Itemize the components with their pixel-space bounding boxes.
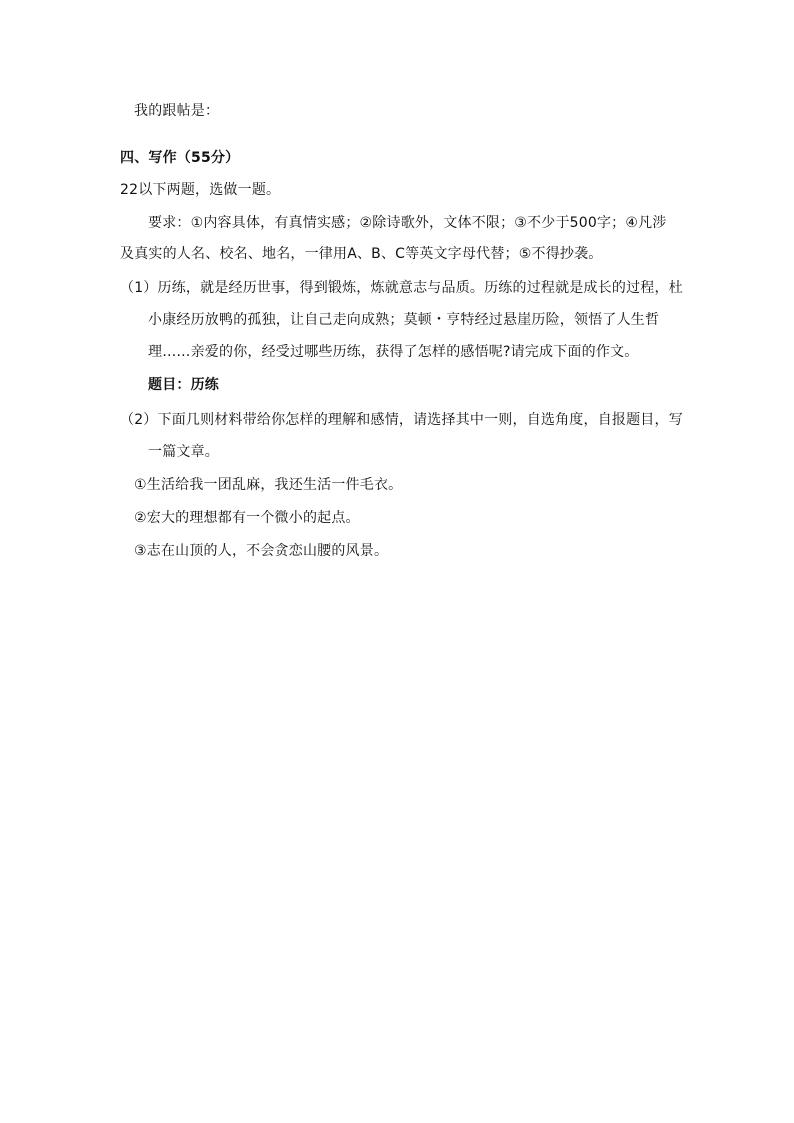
question-22-instruction: 22以下两题，选做一题。 xyxy=(120,182,281,198)
option-1-title: 题目：历练 xyxy=(148,377,219,393)
option-2-line-1: （2）下面几则材料带给你怎样的理解和感情，请选择其中一则，自选角度，自报题目，写 xyxy=(120,412,683,428)
requirements-line-1: 要求：①内容具体，有真情实感；②除诗歌外，文体不限；③不少于500字；④凡涉 xyxy=(148,215,667,231)
option-1-line-2: 小康经历放鸭的孤独，让自己走向成熟；莫顿・亨特经过悬崖历险，领悟了人生哲 xyxy=(148,312,660,328)
option-2-line-2: 一篇文章。 xyxy=(148,444,219,460)
material-2: ②宏大的理想都有一个微小的起点。 xyxy=(134,510,360,526)
option-1-line-3: 理……亲爱的你，经受过哪些历练，获得了怎样的感悟呢?请完成下面的作文。 xyxy=(148,344,639,360)
section-heading-writing: 四、写作（55分） xyxy=(120,150,240,166)
reply-label: 我的跟帖是： xyxy=(134,103,220,119)
option-1-line-1: （1）历练，就是经历世事，得到锻炼，炼就意志与品质。历练的过程就是成长的过程，杜 xyxy=(120,280,683,296)
material-3: ③志在山顶的人，不会贪恋山腰的风景。 xyxy=(134,543,389,559)
material-1: ①生活给我一团乱麻，我还生活一件毛衣。 xyxy=(134,477,403,493)
requirements-line-2: 及真实的人名、校名、地名，一律用A、B、C等英文字母代替；⑤不得抄袭。 xyxy=(120,246,603,262)
